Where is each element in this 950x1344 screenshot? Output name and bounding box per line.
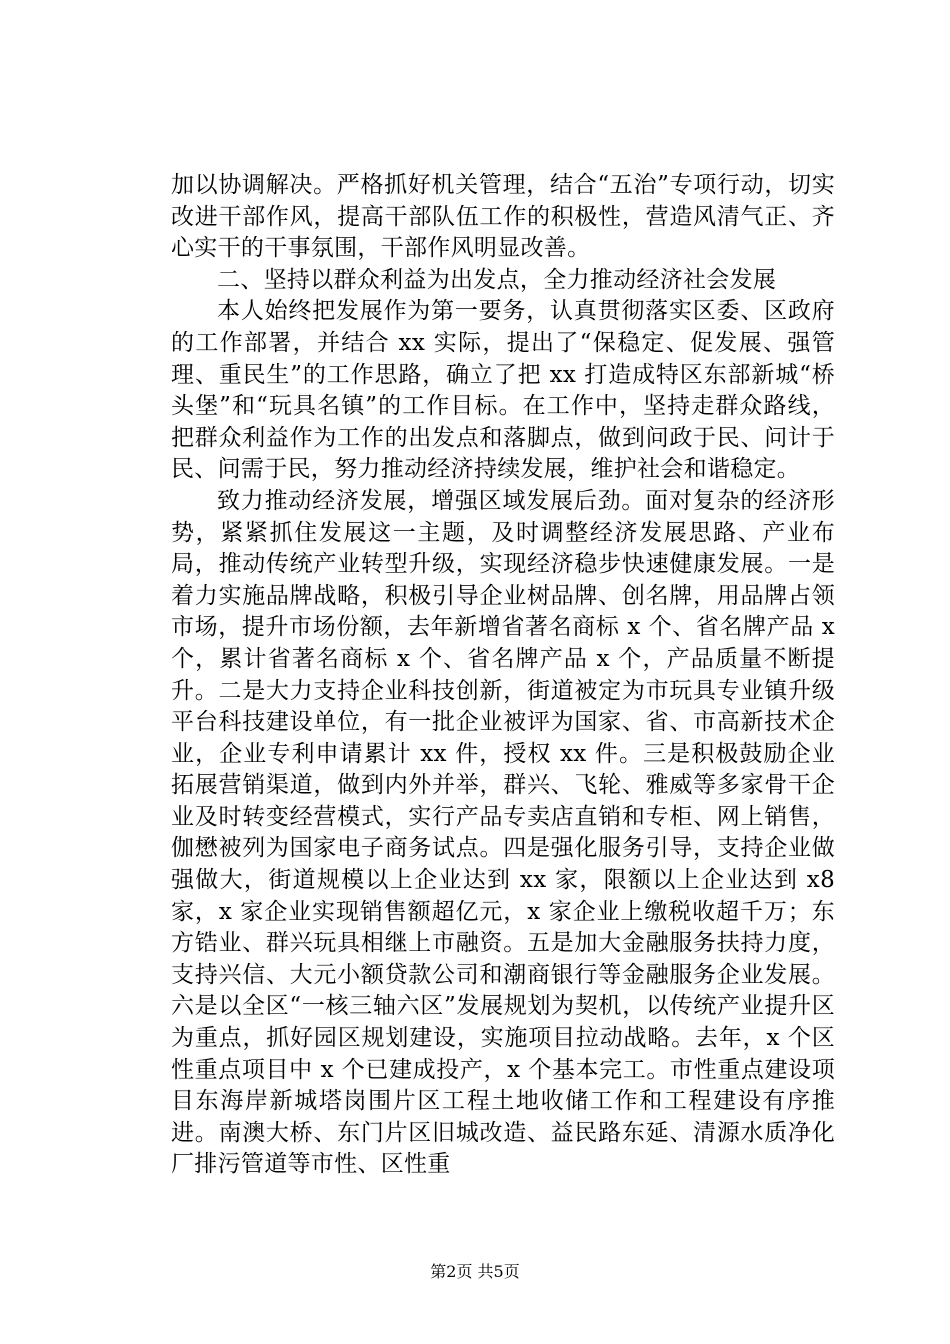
paragraph-continuation: 加以协调解决。严格抓好机关管理，结合“五治”专项行动，切实改进干部作风，提高干部队伍工作的积极性，营造风清气正、齐心实干的干事氛围，干部作风明显改善。: [171, 172, 835, 262]
paragraph-economic-development: 致力推动经济发展，增强区域发展后劲。面对复杂的经济形势，紧紧抓住发展这一主题，及时调整经济发展思路、产业布局，推动传统产业转型升级，实现经济稳步快速健康发展。一是着力实施品牌战略，积极引导企业树品牌、创名牌，用品牌占领市场，提升市场份额，去年新增省著名商标 x 个、省名牌产品 x 个，累计省著名商标 x 个、省名牌产品 x 个，产品质量不断提升。二是大力支持企业科技创新，街道被定为市玩具专业镇升级平台科技建设单位，有一批企业被评为国家、省、市高新技术企业，企业专利申请累计 xx 件，授权 xx 件。三是积极鼓励企业拓展营销渠道，做到内外并举，群兴、飞轮、雅威等多家骨干企业及时转变经营模式，实行产品专卖店直销和专柜、网上销售，伽懋被列为国家电子商务试点。四是强化服务引导，支持企业做强做大，街道规模以上企业达到 xx 家，限额以上企业达到 x8 家，x 家企业实现销售额超亿元，x 家企业上缴税收超千万；东方锆业、群兴玩具相继上市融资。五是加大金融服务扶持力度，支持兴信、大元小额贷款公司和潮商银行等金融服务企业发展。六是以全区“一核三轴六区”发展规划为契机，以传统产业提升区为重点，抓好园区规划建设，实施项目拉动战略。去年，x 个区性重点项目中 x 个已建成投产，x 个基本完工。市性重点建设项目东海岸新城塔岗围片区工程土地收储工作和工程建设有序推进。南澳大桥、东门片区旧城改造、益民路东延、清源水质净化厂排污管道等市性、区性重: [171, 487, 835, 1178]
page-number-footer: 第2页 共5页: [430, 1262, 520, 1281]
document-body: [171, 170, 835, 1181]
paragraph-development-priority: 本人始终把发展作为第一要务，认真贯彻落实区委、区政府的工作部署，并结合 xx 实际，提出了“保稳定、促发展、强管理、重民生”的工作思路，确立了把 xx 打造成特区东部新城“桥头堡”和“玩具名镇”的工作目标。在工作中，坚持走群众路线，把群众利益作为工作的出发点和落脚点，做到问政于民、问计于民、问需于民，努力推动经济持续发展，维护社会和谐稳定。: [171, 298, 835, 483]
section-heading: 二、坚持以群众利益为出发点，全力推动经济社会发展: [217, 266, 777, 293]
